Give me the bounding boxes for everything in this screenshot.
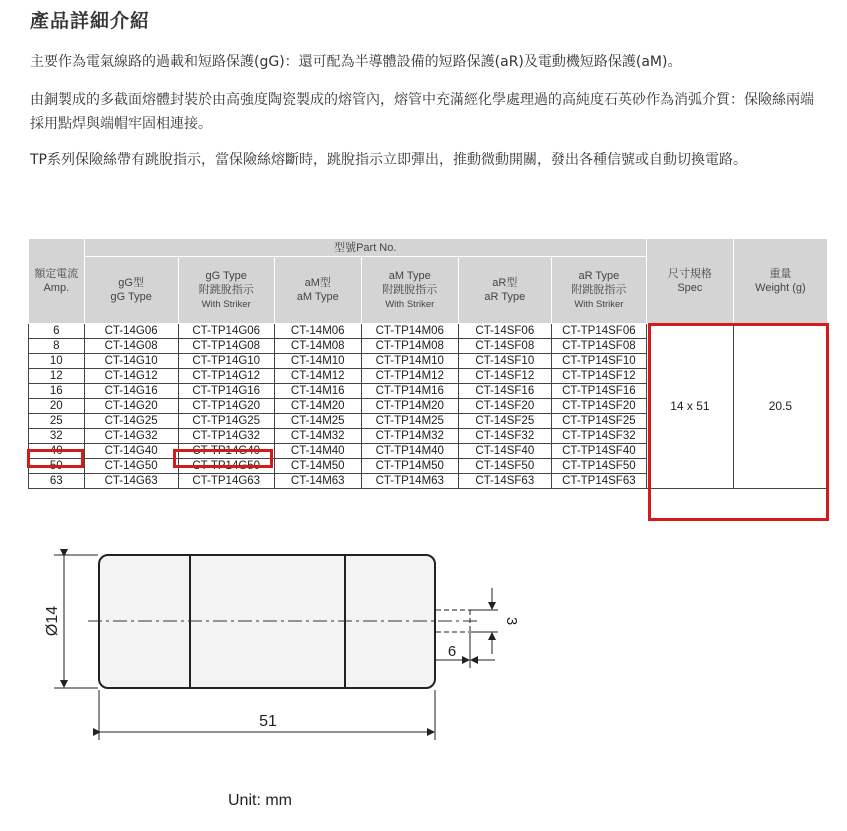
table-cell: 32 (29, 429, 85, 444)
table-cell: CT-TP14SF63 (551, 474, 646, 489)
table-cell: CT-14SF63 (458, 474, 551, 489)
table-cell: CT-14G10 (84, 354, 178, 369)
description-paragraph-3: TP系列保險絲帶有跳脫指示，當保險絲熔斷時，跳脫指示立即彈出，推動微動開關，發出各種信號或自動切換電路。 (30, 152, 747, 168)
table-cell: CT-14M25 (274, 414, 361, 429)
table-cell: CT-14SF06 (458, 324, 551, 339)
description-paragraph-2: 由銅製成的多截面熔體封裝於由高強度陶瓷製成的熔管內，熔管中充滿經化學處理過的高純度石英砂作為消弧介質：保險絲兩端採用點焊與端帽牢固相連接。 (30, 92, 814, 132)
header-am-striker: aM Type 附跳脫指示 With Striker (361, 257, 458, 324)
table-cell: 12 (29, 369, 85, 384)
table-cell: CT-14SF25 (458, 414, 551, 429)
header-ar-type: aR型 aR Type (458, 257, 551, 324)
table-cell: CT-TP14SF20 (551, 399, 646, 414)
table-cell: CT-14SF50 (458, 459, 551, 474)
table-cell: CT-14M16 (274, 384, 361, 399)
table-cell: CT-14G63 (84, 474, 178, 489)
table-cell: CT-14G40 (84, 444, 178, 459)
spec-value: 14 x 51 (646, 324, 733, 489)
table-cell: CT-TP14G32 (178, 429, 274, 444)
table-cell: CT-TP14G40 (178, 444, 274, 459)
fuse-dimension-drawing (0, 540, 847, 785)
table-cell: 25 (29, 414, 85, 429)
table-cell: 50 (29, 459, 85, 474)
table-cell: 8 (29, 339, 85, 354)
table-cell: CT-TP14M50 (361, 459, 458, 474)
header-am-type: aM型 aM Type (274, 257, 361, 324)
table-cell: CT-14M32 (274, 429, 361, 444)
table-cell: CT-14M40 (274, 444, 361, 459)
table-cell: 10 (29, 354, 85, 369)
header-spec: 尺寸規格 Spec (646, 239, 733, 324)
table-cell: CT-14SF40 (458, 444, 551, 459)
header-gg-striker: gG Type 附跳脫指示 With Striker (178, 257, 274, 324)
table-cell: CT-14SF16 (458, 384, 551, 399)
table-cell: CT-TP14SF32 (551, 429, 646, 444)
table-cell: CT-14SF08 (458, 339, 551, 354)
table-cell: CT-TP14M63 (361, 474, 458, 489)
header-amp: 額定電流 Amp. (29, 239, 85, 324)
table-cell: CT-14G32 (84, 429, 178, 444)
table-cell: CT-TP14M16 (361, 384, 458, 399)
unit-label: Unit: mm (228, 792, 292, 809)
diameter-label: Ø14 (44, 605, 61, 637)
table-cell: CT-TP14G06 (178, 324, 274, 339)
striker-indicator (436, 588, 498, 668)
table-cell: CT-14M50 (274, 459, 361, 474)
weight-value: 20.5 (733, 324, 827, 489)
table-cell: CT-14M20 (274, 399, 361, 414)
description-paragraph-1: 主要作為電氣線路的過載和短路保護(gG)：還可配為半導體設備的短路保護(aR)及電動機短路保護(aM)。 (30, 54, 682, 70)
table-cell: 6 (29, 324, 85, 339)
table-cell: CT-TP14M32 (361, 429, 458, 444)
table-cell: CT-14G08 (84, 339, 178, 354)
table-cell: CT-14SF20 (458, 399, 551, 414)
table-cell: CT-TP14G08 (178, 339, 274, 354)
striker-offset-label: 6 (447, 643, 457, 660)
table-cell: CT-TP14SF16 (551, 384, 646, 399)
table-cell: CT-14G50 (84, 459, 178, 474)
header-ar-striker: aR Type 附跳脫指示 With Striker (551, 257, 646, 324)
table-cell: CT-14G16 (84, 384, 178, 399)
table-cell: CT-TP14G20 (178, 399, 274, 414)
table-cell: CT-TP14SF25 (551, 414, 646, 429)
table-cell: CT-TP14G63 (178, 474, 274, 489)
table-cell: CT-TP14SF50 (551, 459, 646, 474)
table-cell: 40 (29, 444, 85, 459)
table-cell: CT-14M63 (274, 474, 361, 489)
table-cell: CT-TP14M10 (361, 354, 458, 369)
striker-height-label: 3 (503, 616, 520, 626)
table-cell: CT-TP14M08 (361, 339, 458, 354)
section-title: 產品詳細介紹 (30, 10, 151, 32)
table-cell: CT-14G12 (84, 369, 178, 384)
table-cell: CT-TP14M06 (361, 324, 458, 339)
table-cell: 20 (29, 399, 85, 414)
table-cell: CT-TP14G12 (178, 369, 274, 384)
table-cell: CT-TP14G16 (178, 384, 274, 399)
table-cell: CT-14SF10 (458, 354, 551, 369)
table-cell: CT-TP14SF08 (551, 339, 646, 354)
table-cell: CT-TP14G50 (178, 459, 274, 474)
table-cell: CT-TP14M20 (361, 399, 458, 414)
table-cell: CT-14M06 (274, 324, 361, 339)
table-cell: CT-TP14SF12 (551, 369, 646, 384)
header-part-no: 型號Part No. (84, 239, 646, 257)
table-cell: CT-TP14SF40 (551, 444, 646, 459)
length-label: 51 (259, 713, 277, 730)
table-cell: CT-TP14SF06 (551, 324, 646, 339)
table-cell: CT-14G25 (84, 414, 178, 429)
header-weight: 重量 Weight (g) (733, 239, 827, 324)
table-cell: CT-14M12 (274, 369, 361, 384)
table-cell: 63 (29, 474, 85, 489)
table-cell: CT-14M08 (274, 339, 361, 354)
table-cell: CT-TP14M25 (361, 414, 458, 429)
table-cell: CT-TP14M40 (361, 444, 458, 459)
table-cell: CT-TP14G25 (178, 414, 274, 429)
table-cell: CT-TP14M12 (361, 369, 458, 384)
header-gg-type: gG型 gG Type (84, 257, 178, 324)
table-cell: CT-TP14SF10 (551, 354, 646, 369)
table-cell: CT-14SF12 (458, 369, 551, 384)
table-cell: CT-TP14G10 (178, 354, 274, 369)
table-cell: CT-14G06 (84, 324, 178, 339)
table-row (29, 324, 828, 339)
table-cell: CT-14M10 (274, 354, 361, 369)
table-cell: 16 (29, 384, 85, 399)
table-cell: CT-14SF32 (458, 429, 551, 444)
table-cell: CT-14G20 (84, 399, 178, 414)
part-number-table (28, 238, 828, 489)
